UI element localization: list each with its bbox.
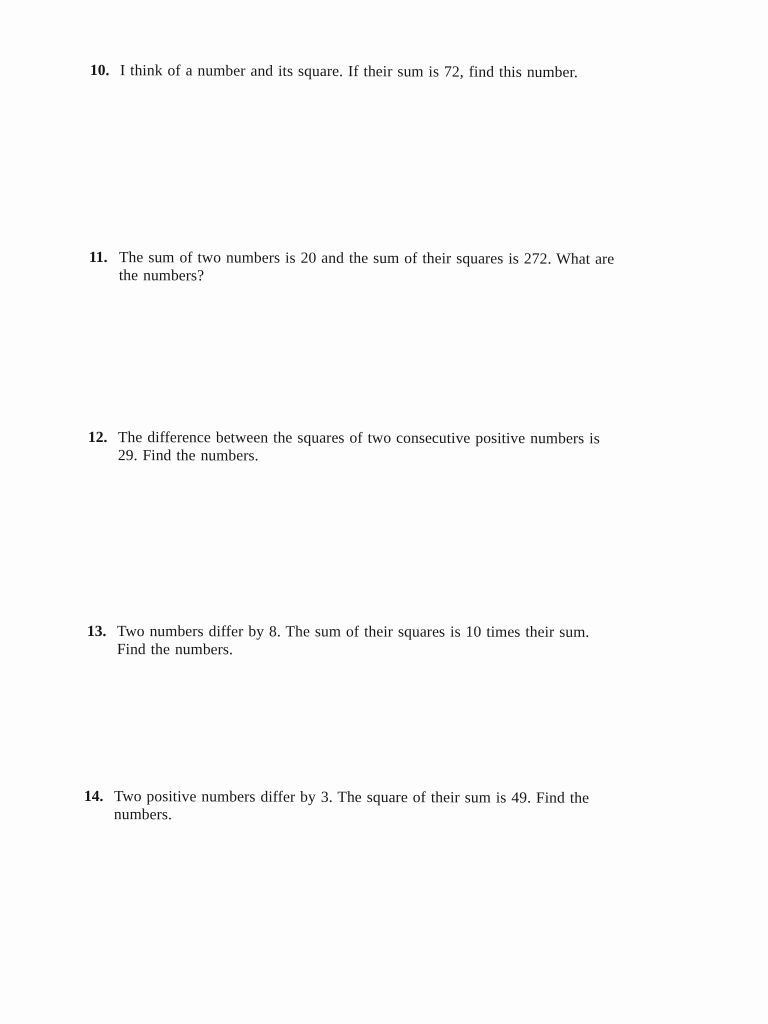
problem-number: 10. — [89, 62, 110, 80]
problem-number: 11. — [88, 249, 108, 267]
problem-12 — [88, 429, 618, 466]
problem-number: 13. — [86, 623, 107, 641]
problem-14 — [84, 788, 614, 826]
problem-number: 14. — [83, 788, 104, 806]
problem-10 — [90, 62, 600, 82]
problem-text: Two positive numbers differ by 3. The square of their sum is 49. Find the numbers. — [113, 788, 590, 824]
problem-13 — [87, 623, 617, 660]
problem-11 — [89, 249, 619, 287]
problem-text: The sum of two numbers is 20 and the sum of their squares is 272. What are the numbers? — [118, 249, 615, 285]
problem-text: The difference between the squares of two consecutive positive numbers is 29. Find the numbers. — [117, 429, 600, 465]
problem-text: Two numbers differ by 8. The sum of their squares is 10 times their sum. Find the numbers. — [116, 623, 590, 659]
problem-number: 12. — [87, 429, 108, 447]
problem-text: I think of a number and its square. If their sum is 72, find this number. — [119, 62, 578, 82]
